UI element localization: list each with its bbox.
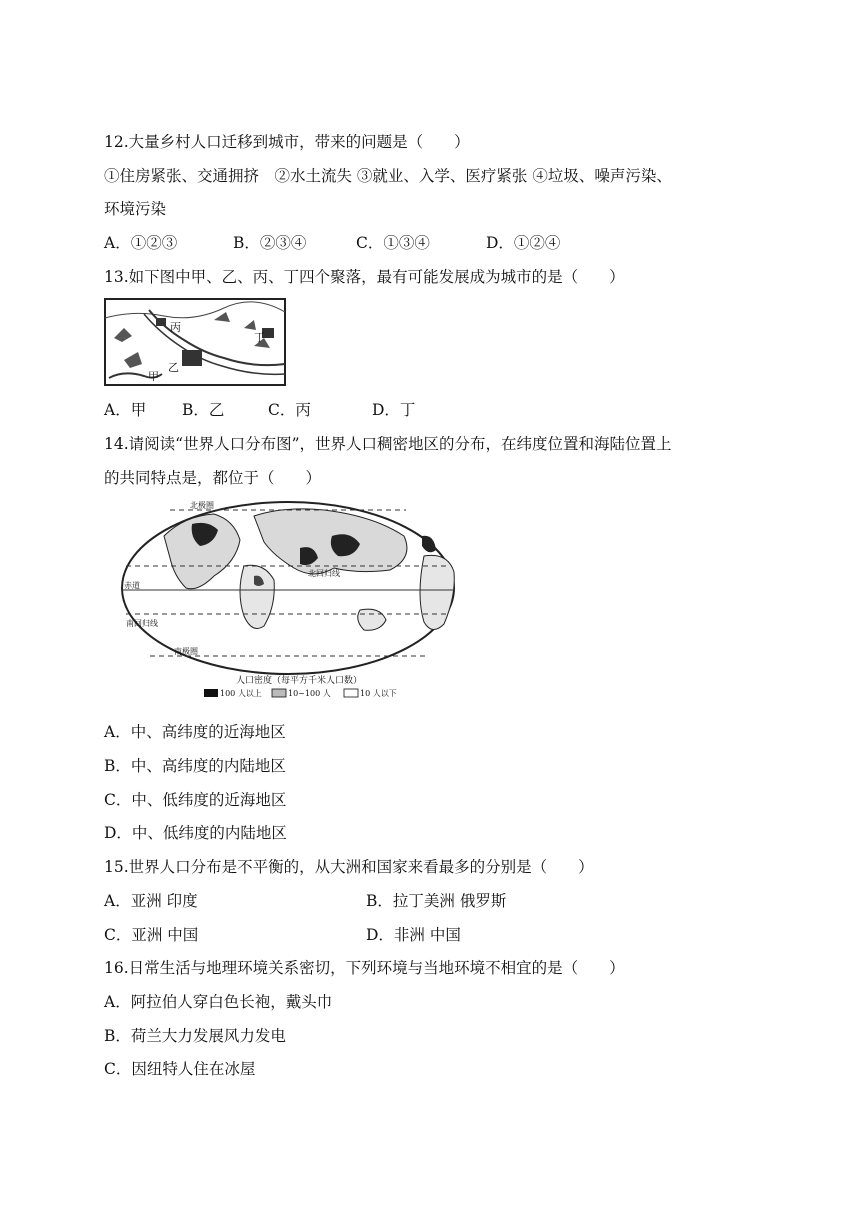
q12-option-d: D．①②④ [486,234,561,252]
q16-option-b: B．荷兰大力发展风力发电 [104,1027,286,1045]
q12-option-a: A．①②③ [104,234,178,252]
legend-swatch-medium [272,689,286,697]
q14-option-c: C．中、低纬度的近海地区 [104,791,287,809]
south-tropic-label: 南回归线 [126,619,158,628]
q15-option-a: A．亚洲 印度 [104,892,198,910]
q16-stem: 16.日常生活与地理环境关系密切，下列环境与当地环境不相宜的是（ ） [104,959,625,977]
q16-option-a: A．阿拉伯人穿白色长袍，戴头巾 [104,993,333,1011]
map-label-jia: 甲 [148,370,159,383]
map-label-bing: 丙 [170,321,181,334]
q13-option-b: B．乙 [182,401,225,419]
q13-option-c: C．丙 [268,401,311,419]
legend-swatch-dense [204,689,218,697]
antarctic-circle-label: 南极圈 [174,647,198,656]
q15-option-c: C．亚洲 中国 [104,926,199,944]
arctic-circle-label: 北极圈 [190,501,214,510]
equator-label: 赤道 [124,581,140,590]
q15-option-d: D．非洲 中国 [366,926,461,944]
q15-option-b: B．拉丁美洲 俄罗斯 [366,892,507,910]
q14-stem-line1: 14.请阅读“世界人口分布图”，世界人口稠密地区的分布，在纬度位置和海陆位置上 [104,435,672,453]
legend-item-sparse: 10 人以下 [360,689,397,698]
q14-option-a: A．中、高纬度的近海地区 [104,723,286,741]
map-label-ding: 丁 [254,331,265,344]
legend-item-medium: 10~100 人 [288,689,331,698]
q12-option-b: B．②③④ [233,234,307,252]
settlement-map [104,298,286,386]
q12-option-c: C．①③④ [356,234,430,252]
legend-swatch-sparse [344,689,358,697]
world-population-map [104,496,480,710]
map-label-yi: 乙 [168,361,179,374]
q13-option-d: D．丁 [372,401,416,419]
q15-stem: 15.世界人口分布是不平衡的，从大洲和国家来看最多的分别是（ ） [104,858,594,876]
q12-items-line1: ①住房紧张、交通拥挤 ②水土流失 ③就业、入学、医疗紧张 ④垃圾、噪声污染、 [104,167,672,185]
legend-item-dense: 100 人以上 [220,689,262,698]
q13-option-a: A．甲 [104,401,147,419]
q12-stem: 12.大量乡村人口迁移到城市，带来的问题是（ ） [104,133,470,151]
q14-stem-line2: 的共同特点是，都位于（ ） [104,469,322,487]
legend-title: 人口密度（每平方千米人口数） [236,676,363,686]
q14-option-d: D．中、低纬度的内陆地区 [104,824,287,842]
q12-items-line2: 环境污染 [104,200,167,218]
q16-option-c: C．因纽特人住在冰屋 [104,1060,256,1078]
north-tropic-label: 北回归线 [308,569,340,578]
q13-stem: 13.如下图中甲、乙、丙、丁四个聚落，最有可能发展成为城市的是（ ） [104,268,625,286]
q14-option-b: B．中、高纬度的内陆地区 [104,757,286,775]
